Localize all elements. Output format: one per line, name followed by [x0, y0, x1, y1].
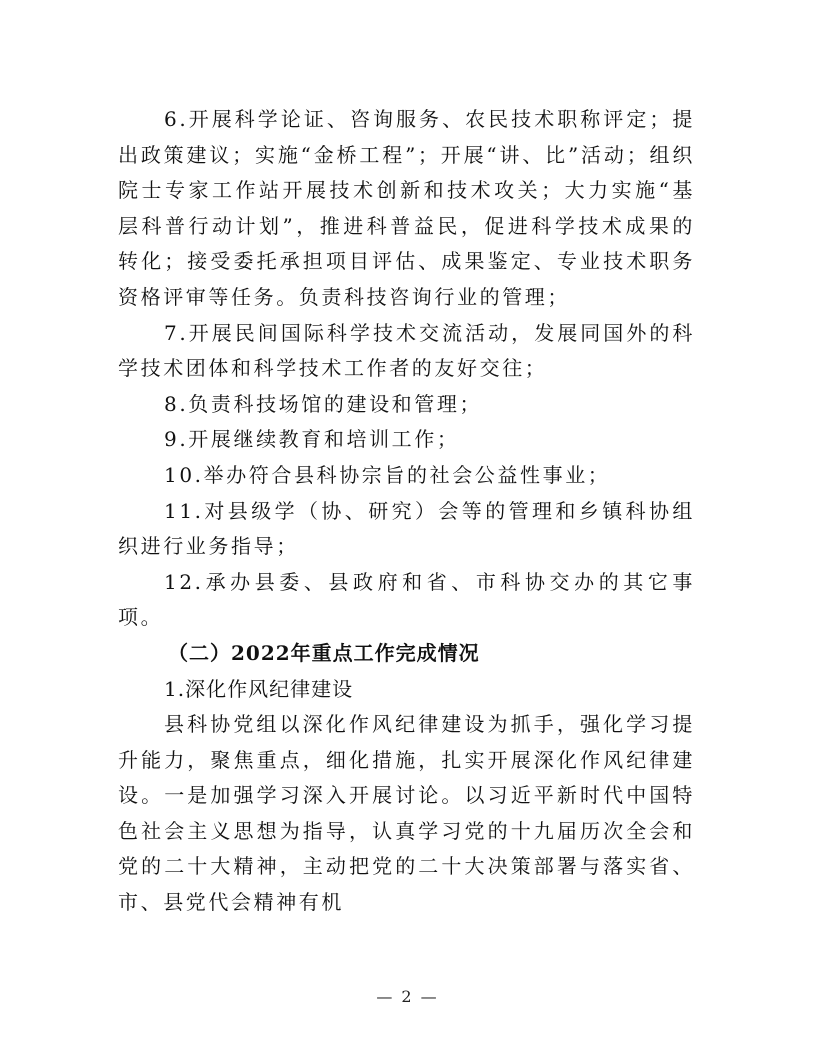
paragraph-item-8: 8.负责科技场馆的建设和管理； [164, 391, 483, 416]
subsection-heading: 1.深化作风纪律建设 [164, 676, 354, 701]
document-body [118, 102, 695, 921]
paragraph-item-9: 9.开展继续教育和培训工作； [164, 427, 460, 452]
paragraph-item-6: 6.开展科学论证、咨询服务、农民技术职称评定；提出政策建议；实施“金桥工程”；开展“讲、比”活动；组织院士专家工作站开展技术创新和技术攻关；大力实施“基层科普行动计划”，推进科普益民，促进科学技术成果的转化；接受委托承担项目评估、成果鉴定、专业技术职务资格评审等任务。负责科技咨询行业的管理； [118, 107, 695, 309]
section-heading: （二）2022年重点工作完成情况 [168, 640, 480, 665]
paragraph-item-10: 10.举办符合县科协宗旨的社会公益性事业； [164, 462, 611, 487]
paragraph-item-11: 11.对县级学（协、研究）会等的管理和乡镇科协组织进行业务指导； [118, 498, 695, 559]
page-number: — 2 — [376, 987, 439, 1006]
paragraph-item-7: 7.开展民间国际科学技术交流活动，发展同国外的科学技术团体和科学技术工作者的友好交往； [118, 320, 695, 381]
body-paragraph: 县科协党组以深化作风纪律建设为抓手，强化学习提升能力，聚焦重点，细化措施，扎实开展深化作风纪律建设。一是加强学习深入开展讨论。以习近平新时代中国特色社会主义思想为指导，认真学习党的十九届历次全会和党的二十大精神，主动把党的二十大决策部署与落实省、市、县党代会精神有机 [118, 712, 695, 915]
paragraph-item-12: 12.承办县委、县政府和省、市科协交办的其它事项。 [118, 569, 695, 630]
